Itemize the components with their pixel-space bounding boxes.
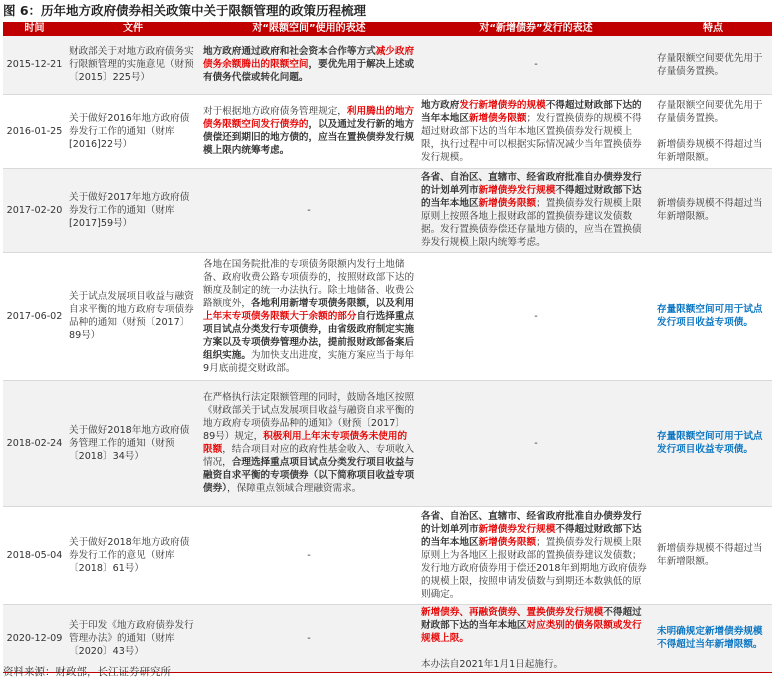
text-segment: 不得超过财政部下达的当年本地区: [421, 99, 642, 124]
cell-document: 财政部关于对地方政府债务实行限额管理的实施意见（财预〔2015〕225号）: [66, 36, 200, 94]
cell-date: 2017-06-02: [3, 252, 66, 380]
text-segment: 存量限额空间要优先用于存量债务置换。: [657, 99, 763, 124]
text-segment: 在严格执行法定限额管理的同时，鼓励各地区按照《财政部关于试点发展项目收益与融资自求平衡的地方政府专项债券品种的通知》（财预〔2017〕89号）规定，: [203, 392, 415, 442]
cell-date: 2020-12-09: [3, 604, 66, 672]
cell-quota-statement: [200, 94, 418, 168]
text-segment: ；置换债券发行规模上限原则上为各地区上报财政部的置换债券建议发债数；发行地方政府债券用于偿还2018年到期地方政府债券的规模上限，按照申请发债数与到期还本数孰低的原则确定。: [421, 536, 647, 600]
cell-issue-statement: [418, 380, 654, 506]
text-segment: -: [534, 59, 538, 71]
table-row: [3, 94, 772, 168]
text-segment: 本办法自2021年1月1日起施行。: [421, 658, 564, 670]
text-segment: 地方政府: [421, 99, 460, 111]
cell-date: 2018-05-04: [3, 506, 66, 604]
cell-issue-statement: [418, 168, 654, 252]
text-segment: 新增债券规模不得超过当年新增限额。: [657, 138, 763, 163]
table-row: [3, 380, 772, 506]
text-segment: 未明确规定新增债券规模不得超过当年新增限额。: [657, 626, 763, 650]
text-segment: 利用腾出的地方债务限额空间发行债券的: [203, 106, 415, 130]
cell-feature: [654, 604, 772, 672]
text-segment: ；置换债券发行规模上限原则上按照各地上报财政部的置换债券建议发债数据。发行置换债券偿还存量地方债的，应当在置换债券发行规模上限内统筹考虑。: [421, 198, 642, 248]
text-segment: ；发行置换债券的规模不得超过财政部下达的当年本地区置换债券发行规模上限，执行过程中可以根据实际情况减少当年置换债券发行规模。: [421, 112, 642, 163]
cell-issue-statement: [418, 252, 654, 380]
cell-document: 关于做好2018年地方政府债券发行工作的意见（财库〔2018〕61号）: [66, 506, 200, 604]
header-feature: 特点: [654, 22, 772, 36]
cell-date: 2016-01-25: [3, 94, 66, 168]
text-segment: 为加快支出进度，实施方案应当于每年9月底前提交财政部。: [203, 349, 415, 374]
text-segment: 地方政府通过政府和社会资本合作等方式: [203, 46, 376, 58]
cell-issue-statement: [418, 506, 654, 604]
text-segment: 对应类别的债务限额或发行规模上限。: [421, 619, 642, 644]
cell-quota-statement: [200, 604, 418, 672]
cell-feature: [654, 36, 772, 94]
text-segment: 新增债券发行规模: [478, 185, 556, 196]
table-row: [3, 36, 772, 94]
cell-issue-statement: [418, 604, 654, 672]
text-segment: 各省、自治区、直辖市、经省政府批准自办债券发行的计划单列市: [421, 510, 642, 535]
text-segment: 新增债务限额: [478, 198, 537, 209]
cell-feature: [654, 506, 772, 604]
text-segment: 合理选择重点项目试点分类发行项目收益与融资自求平衡的专项债券（以下简称项目收益专项债券）: [203, 457, 415, 494]
text-segment: 自行选择重点项目试点分类发行专项债券，由省级政府制定实施方案以及专项债券管理办法，提前报财政部备案后组织实施。: [203, 310, 415, 361]
text-segment: 各省、自治区、直辖市、经省政府批准自办债券发行的计划单列市: [421, 172, 642, 196]
header-quota-space: 对“限额空间”使用的表述: [200, 22, 418, 36]
text-segment: -: [534, 437, 538, 449]
cell-quota-statement: [200, 506, 418, 604]
text-segment: ，要优先用于解决上述或有债务代偿或转化问题。: [203, 59, 415, 84]
cell-document: 关于做好2017年地方政府债券发行工作的通知（财库[2017]59号）: [66, 168, 200, 252]
text-segment: 存量限额空间要优先用于存量债务置换。: [657, 52, 763, 77]
text-segment: 不得超过财政部下达的当年本地区: [421, 185, 642, 209]
text-segment: 上年末专项债务限额大于余额的部分: [203, 310, 357, 322]
text-segment: 减少政府债务余额腾出的限额空间: [203, 46, 415, 71]
cell-issue-statement: [418, 36, 654, 94]
text-segment: 发行新增债券的规模: [459, 99, 546, 111]
header-new-bond-issue: 对“新增债券”发行的表述: [418, 22, 654, 36]
cell-document: 关于印发《地方政府债券发行管理办法》的通知（财库〔2020〕43号）: [66, 604, 200, 672]
cell-feature: [654, 380, 772, 506]
text-segment: 新增债券规模不得超过当年新增限额。: [657, 198, 763, 222]
table-row: [3, 252, 772, 380]
cell-document: 关于做好2018年地方政府债务管理工作的通知（财预〔2018〕34号）: [66, 380, 200, 506]
text-segment: ，以及通过发行新的地方债偿还到期旧的地方债的，应当在置换债券发行规模上限内统筹考虑。: [203, 119, 415, 156]
text-segment: -: [534, 310, 538, 322]
text-segment: 新增债务限额: [478, 536, 537, 548]
text-segment: 对于根据地方政府债务管理规定，: [203, 106, 347, 117]
cell-date: 2017-02-20: [3, 168, 66, 252]
cell-date: 2015-12-21: [3, 36, 66, 94]
policy-table: [3, 22, 772, 673]
table-header-row: [3, 22, 772, 36]
text-segment: -: [307, 632, 311, 644]
text-segment: 各地在国务院批准的专项债务限额内发行土地储备、政府收费公路专项债券的，按照财政部下达的额度及制定的统一办法执行。除土地储备、收费公路额度外，: [203, 258, 415, 309]
text-segment: ，保障重点领域合理融资需求。: [226, 483, 362, 494]
cell-quota-statement: [200, 252, 418, 380]
text-segment: 新增债务限额: [468, 112, 527, 124]
cell-quota-statement: [200, 168, 418, 252]
table-row: [3, 168, 772, 252]
text-segment: ，结合项目对应的政府性基金收入、专项收入情况，: [203, 444, 415, 468]
figure-title: 图 6：历年地方政府债券相关政策中关于限额管理的政策历程梳理: [3, 3, 367, 18]
cell-document: 关于试点发展项目收益与融资自求平衡的地方政府专项债券品种的通知（财预〔2017〕89号）: [66, 252, 200, 380]
text-segment: 存量限额空间可用于试点发行项目收益专项债。: [657, 431, 763, 455]
cell-feature: [654, 168, 772, 252]
cell-quota-statement: [200, 36, 418, 94]
cell-feature: [654, 252, 772, 380]
cell-document: 关于做好2016年地方政府债券发行工作的通知（财库[2016]22号）: [66, 94, 200, 168]
text-segment: 各地利用新增专项债务限额，以及利用: [250, 297, 415, 309]
cell-feature: [654, 94, 772, 168]
header-document: 文件: [66, 22, 200, 36]
text-segment: 新增债券发行规模: [478, 523, 556, 535]
text-segment: 不得超过财政部下达的当年本地区: [421, 523, 642, 548]
text-segment: 存量限额空间可用于试点发行项目收益专项债。: [657, 304, 763, 328]
text-segment: -: [307, 204, 311, 216]
table-row: [3, 506, 772, 604]
cell-issue-statement: [418, 94, 654, 168]
source-note: 资料来源：财政部，长江证券研究所: [3, 666, 171, 678]
text-segment: -: [307, 549, 311, 561]
header-date: 时间: [3, 22, 66, 36]
text-segment: 新增债券、再融资债券、置换债券发行规模: [421, 606, 604, 618]
text-segment: 不得超过财政部下达的当年本地区: [421, 606, 642, 631]
text-segment: 新增债券规模不得超过当年新增限额。: [657, 543, 763, 567]
text-segment: 积极利用上年末专项债务未使用的限额: [203, 431, 408, 455]
cell-quota-statement: [200, 380, 418, 506]
table-row: [3, 604, 772, 672]
cell-date: 2018-02-24: [3, 380, 66, 506]
